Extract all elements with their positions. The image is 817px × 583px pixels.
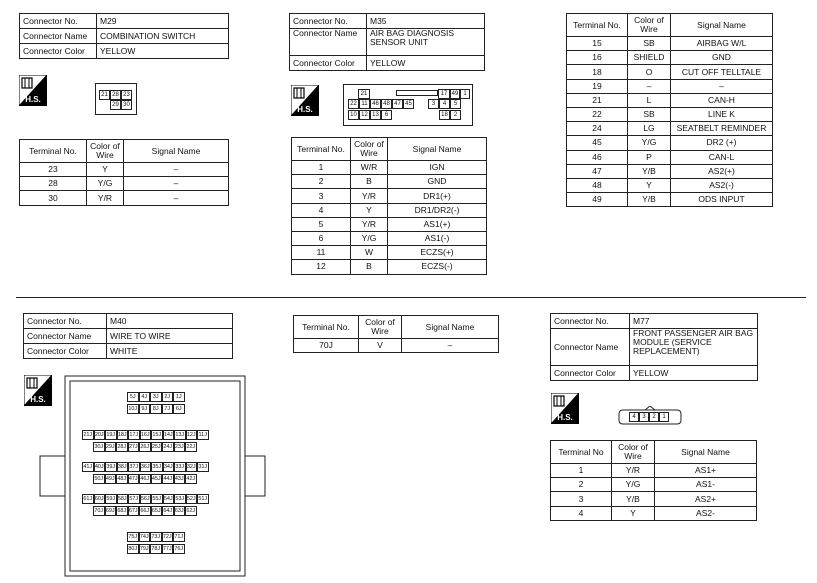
pin: 27J xyxy=(128,444,138,450)
table-row xyxy=(567,37,773,51)
signal-cell: SEATBELT REMINDER xyxy=(671,122,773,136)
pin: 79J xyxy=(139,546,149,552)
m77-signal-table xyxy=(550,440,757,521)
table-row xyxy=(551,492,757,506)
pin: 10J xyxy=(128,406,138,412)
pin: 13 xyxy=(370,110,381,120)
pin: 5 xyxy=(450,99,461,109)
signal-cell: – xyxy=(402,339,499,353)
m40-info-table xyxy=(23,313,233,359)
color-cell: W/R xyxy=(351,161,388,175)
info-key: Connector Color xyxy=(551,366,630,381)
pin: 47 xyxy=(392,99,403,109)
info-key: Connector Name xyxy=(290,29,367,56)
signal-cell: AS2(+) xyxy=(671,164,773,178)
pin: 40J xyxy=(94,464,104,470)
info-value: YELLOW xyxy=(97,44,229,59)
pin: 3 xyxy=(428,99,439,109)
color-cell: Y xyxy=(87,163,124,177)
info-value: YELLOW xyxy=(367,56,485,71)
pin: 28J xyxy=(117,444,127,450)
signal-cell: AS2+ xyxy=(655,492,757,506)
terminal-cell: 15 xyxy=(567,37,628,51)
pin: 36J xyxy=(140,464,150,470)
pin: 44J xyxy=(163,476,173,482)
color-cell: SHIELD xyxy=(628,51,671,65)
pin: 49 xyxy=(451,91,459,97)
terminal-cell: 46 xyxy=(567,150,628,164)
connector-latch xyxy=(396,90,438,96)
table-row xyxy=(567,79,773,93)
hs-label: H.S. xyxy=(25,95,41,104)
table-row xyxy=(292,203,487,217)
pin: 63J xyxy=(174,508,184,514)
table-row xyxy=(567,136,773,150)
pin: 41J xyxy=(83,464,93,470)
m35-info-table xyxy=(289,13,485,71)
col-color: Color of Wire xyxy=(359,316,402,339)
signal-cell: ODS INPUT xyxy=(671,193,773,207)
pin: 20J xyxy=(94,432,104,438)
signal-cell: – xyxy=(671,79,773,93)
col-terminal: Terminal No. xyxy=(567,14,628,37)
section-divider xyxy=(16,297,806,298)
pin: 29 xyxy=(110,100,121,110)
pin: 12J xyxy=(186,432,196,438)
color-cell: SB xyxy=(628,37,671,51)
pin: 29J xyxy=(105,444,115,450)
terminal-cell: 19 xyxy=(567,79,628,93)
pin: 17 xyxy=(438,89,450,99)
signal-cell: – xyxy=(124,191,229,205)
table-row xyxy=(551,464,757,478)
table-row xyxy=(292,246,487,260)
pin: 25J xyxy=(151,444,161,450)
m35-signal-table-continued xyxy=(566,13,773,207)
m29-info-table xyxy=(19,13,229,59)
pin: 18 xyxy=(439,110,450,120)
signal-cell: AS1+ xyxy=(655,464,757,478)
pin: 50J xyxy=(94,476,104,482)
pin: 24J xyxy=(163,444,173,450)
info-key: Connector Name xyxy=(24,329,107,344)
pin: 3J xyxy=(150,392,162,402)
pin: 18J xyxy=(117,432,127,438)
pin: 11 xyxy=(359,99,370,109)
terminal-cell: 48 xyxy=(567,178,628,192)
pin: 53J xyxy=(175,496,185,502)
pin: 39J xyxy=(106,464,116,470)
info-value: WIRE TO WIRE xyxy=(107,329,233,344)
pin: 28 xyxy=(110,90,121,100)
signal-cell: DR1/DR2(-) xyxy=(388,203,487,217)
terminal-cell: 5 xyxy=(292,217,351,231)
table-row xyxy=(567,51,773,65)
terminal-cell: 4 xyxy=(292,203,351,217)
pin: 51J xyxy=(198,496,208,502)
color-cell: V xyxy=(359,339,402,353)
terminal-cell: 2 xyxy=(292,175,351,189)
signal-cell: CAN-H xyxy=(671,93,773,107)
pin: 30 xyxy=(121,100,132,110)
color-cell: Y/B xyxy=(628,164,671,178)
terminal-cell: 49 xyxy=(567,193,628,207)
pin: 15J xyxy=(152,432,162,438)
info-value: WHITE xyxy=(107,344,233,359)
terminal-cell: 2 xyxy=(551,478,612,492)
pin: 34J xyxy=(163,464,173,470)
info-value: M40 xyxy=(107,314,233,329)
pin: 35J xyxy=(152,464,162,470)
col-terminal: Terminal No. xyxy=(20,140,87,163)
pin: 48J xyxy=(117,476,127,482)
pin: 30J xyxy=(94,444,104,450)
table-row xyxy=(567,178,773,192)
color-cell: B xyxy=(351,260,388,274)
info-key: Connector Name xyxy=(551,329,630,366)
signal-cell: GND xyxy=(388,175,487,189)
col-signal: Signal Name xyxy=(388,138,487,161)
signal-cell: AS2(-) xyxy=(671,178,773,192)
pin: 69J xyxy=(105,508,115,514)
color-cell: SB xyxy=(628,107,671,121)
pin: 21 xyxy=(358,89,370,99)
col-signal: Signal Name xyxy=(124,140,229,163)
col-terminal: Terminal No xyxy=(551,441,612,464)
table-row xyxy=(567,107,773,121)
pin: 10 xyxy=(348,110,359,120)
col-terminal: Terminal No. xyxy=(292,138,351,161)
table-row xyxy=(20,191,229,205)
terminal-cell: 3 xyxy=(551,492,612,506)
hs-label: H.S. xyxy=(30,395,46,404)
signal-cell: – xyxy=(124,163,229,177)
col-signal: Signal Name xyxy=(671,14,773,37)
col-color: Color of Wire xyxy=(628,14,671,37)
table-row xyxy=(292,231,487,245)
signal-cell: IGN xyxy=(388,161,487,175)
pin: 52J xyxy=(186,496,196,502)
pin: 57J xyxy=(129,496,139,502)
pin: 1 xyxy=(460,89,470,99)
pin: 4 xyxy=(439,99,450,109)
pin: 26J xyxy=(140,444,150,450)
pin: 73J xyxy=(151,534,161,540)
pin: 6 xyxy=(381,110,392,120)
pin: 70J xyxy=(94,508,104,514)
info-key: Connector Color xyxy=(290,56,367,71)
col-terminal: Terminal No. xyxy=(294,316,359,339)
m29-connector-face xyxy=(95,83,137,115)
m35-signal-table xyxy=(291,137,487,275)
table-row xyxy=(292,161,487,175)
pin: 47J xyxy=(128,476,138,482)
pin: 14J xyxy=(163,432,173,438)
pin: 6J xyxy=(173,404,185,414)
signal-cell: ECZS(+) xyxy=(388,246,487,260)
pin: 62J xyxy=(186,508,196,514)
color-cell: – xyxy=(628,79,671,93)
signal-cell: AIRBAG W/L xyxy=(671,37,773,51)
color-cell: P xyxy=(628,150,671,164)
info-value: M77 xyxy=(630,314,758,329)
terminal-cell: 11 xyxy=(292,246,351,260)
pin: 80J xyxy=(128,546,138,552)
pin: 55J xyxy=(152,496,162,502)
color-cell: B xyxy=(351,175,388,189)
signal-cell: – xyxy=(124,177,229,191)
pin: 31J xyxy=(198,464,208,470)
pin: 8J xyxy=(150,404,162,414)
table-row xyxy=(567,164,773,178)
color-cell: Y/B xyxy=(612,492,655,506)
pin: 68J xyxy=(117,508,127,514)
pin: 59J xyxy=(106,496,116,502)
color-cell: Y/R xyxy=(351,217,388,231)
pin: 71J xyxy=(174,534,184,540)
signal-cell: ECZS(-) xyxy=(388,260,487,274)
pin: 58J xyxy=(117,496,127,502)
table-row xyxy=(567,193,773,207)
pin: 2 xyxy=(649,412,659,422)
pin: 22J xyxy=(186,444,196,450)
color-cell: O xyxy=(628,65,671,79)
pin: 19J xyxy=(106,432,116,438)
pin: 46J xyxy=(140,476,150,482)
terminal-cell: 70J xyxy=(294,339,359,353)
pin: 21 xyxy=(99,90,110,100)
table-row xyxy=(292,189,487,203)
pin: 2 xyxy=(450,110,461,120)
terminal-cell: 12 xyxy=(292,260,351,274)
table-row xyxy=(551,506,757,520)
pin: 49J xyxy=(105,476,115,482)
table-row xyxy=(551,478,757,492)
info-key: Connector No. xyxy=(24,314,107,329)
pin: 13J xyxy=(175,432,185,438)
color-cell: Y/G xyxy=(628,136,671,150)
terminal-cell: 30 xyxy=(20,191,87,205)
hs-connector-icon xyxy=(19,75,47,106)
color-cell: Y/R xyxy=(351,189,388,203)
pin: 22 xyxy=(348,99,359,109)
terminal-cell: 23 xyxy=(20,163,87,177)
terminal-cell: 47 xyxy=(567,164,628,178)
pin: 23J xyxy=(174,444,184,450)
pin: 61J xyxy=(83,496,93,502)
terminal-cell: 24 xyxy=(567,122,628,136)
m35-connector-face xyxy=(343,84,473,126)
pin: 4 xyxy=(629,412,639,422)
m40-connector-face xyxy=(35,374,270,579)
info-key: Connector No. xyxy=(551,314,630,329)
pin: 64J xyxy=(163,508,173,514)
signal-cell: AS2- xyxy=(655,506,757,520)
pin: 17J xyxy=(129,432,139,438)
col-color: Color of Wire xyxy=(351,138,388,161)
color-cell: Y xyxy=(628,178,671,192)
info-value: YELLOW xyxy=(630,366,758,381)
terminal-cell: 1 xyxy=(551,464,612,478)
pin: 43J xyxy=(174,476,184,482)
color-cell: Y/G xyxy=(612,478,655,492)
hs-label: H.S. xyxy=(557,413,573,422)
pin: 1J xyxy=(173,392,185,402)
pin: 11J xyxy=(198,432,207,438)
terminal-cell: 16 xyxy=(567,51,628,65)
signal-cell: AS1(+) xyxy=(388,217,487,231)
color-cell: Y xyxy=(612,506,655,520)
pin: 7J xyxy=(162,404,174,414)
col-signal: Signal Name xyxy=(655,441,757,464)
hs-connector-icon xyxy=(551,393,579,424)
table-row xyxy=(292,260,487,274)
pin: 9J xyxy=(139,404,151,414)
col-signal: Signal Name xyxy=(402,316,499,339)
pin: 16J xyxy=(140,432,150,438)
color-cell: Y/G xyxy=(87,177,124,191)
pin: 78J xyxy=(151,546,161,552)
info-key: Connector No. xyxy=(20,14,97,29)
pin: 3 xyxy=(639,412,649,422)
terminal-cell: 3 xyxy=(292,189,351,203)
pin: 46 xyxy=(370,99,381,109)
info-value: AIR BAG DIAGNOSIS SENSOR UNIT xyxy=(367,29,485,56)
pin: 2J xyxy=(162,392,174,402)
table-row xyxy=(567,122,773,136)
terminal-cell: 18 xyxy=(567,65,628,79)
pin: 74J xyxy=(139,534,149,540)
pin: 38J xyxy=(117,464,127,470)
info-value: M35 xyxy=(367,14,485,29)
terminal-cell: 1 xyxy=(292,161,351,175)
pin: 42J xyxy=(186,476,196,482)
m77-info-table xyxy=(550,313,758,381)
color-cell: W xyxy=(351,246,388,260)
terminal-cell: 22 xyxy=(567,107,628,121)
terminal-cell: 45 xyxy=(567,136,628,150)
info-value: COMBINATION SWITCH xyxy=(97,29,229,44)
pin: 60J xyxy=(94,496,104,502)
hs-connector-icon xyxy=(291,85,319,116)
signal-cell: CAN-L xyxy=(671,150,773,164)
pin: 32J xyxy=(186,464,196,470)
m40-signal-table xyxy=(293,315,499,353)
terminal-cell: 21 xyxy=(567,93,628,107)
pin: 65J xyxy=(151,508,161,514)
pin: 72J xyxy=(162,534,172,540)
table-row xyxy=(20,163,229,177)
pin: 23 xyxy=(121,90,132,100)
terminal-cell: 4 xyxy=(551,506,612,520)
info-value: FRONT PASSENGER AIR BAG MODULE (SERVICE REPLACEMENT) xyxy=(630,329,758,366)
pin: 45J xyxy=(151,476,161,482)
m77-connector-face xyxy=(617,406,683,428)
table-row xyxy=(567,150,773,164)
pin: 54J xyxy=(163,496,173,502)
signal-cell: LINE K xyxy=(671,107,773,121)
pin: 12 xyxy=(359,110,370,120)
info-key: Connector Color xyxy=(20,44,97,59)
pin: 4J xyxy=(139,392,151,402)
pin: 66J xyxy=(140,508,150,514)
table-row xyxy=(567,93,773,107)
info-value: M29 xyxy=(97,14,229,29)
table-row xyxy=(294,339,499,353)
signal-cell: DR2 (+) xyxy=(671,136,773,150)
signal-cell: DR1(+) xyxy=(388,189,487,203)
color-cell: Y/B xyxy=(628,193,671,207)
signal-cell: CUT OFF TELLTALE xyxy=(671,65,773,79)
color-cell: L xyxy=(628,93,671,107)
pin: 45 xyxy=(403,99,414,109)
col-color: Color of Wire xyxy=(612,441,655,464)
signal-cell: AS1(-) xyxy=(388,231,487,245)
color-cell: Y xyxy=(351,203,388,217)
color-cell: LG xyxy=(628,122,671,136)
pin: 21J xyxy=(83,432,93,438)
m29-signal-table xyxy=(19,139,229,206)
color-cell: Y/R xyxy=(612,464,655,478)
color-cell: Y/G xyxy=(351,231,388,245)
pin: 5J xyxy=(127,392,139,402)
terminal-cell: 6 xyxy=(292,231,351,245)
pin: 67J xyxy=(128,508,138,514)
terminal-cell: 28 xyxy=(20,177,87,191)
pin: 37J xyxy=(129,464,139,470)
table-row xyxy=(20,177,229,191)
table-row xyxy=(292,217,487,231)
pin: 75J xyxy=(128,534,138,540)
pin: 77J xyxy=(162,546,172,552)
hs-label: H.S. xyxy=(297,105,313,114)
table-row xyxy=(292,175,487,189)
pin: 33J xyxy=(175,464,185,470)
pin: 56J xyxy=(140,496,150,502)
pin: 1 xyxy=(659,412,669,422)
signal-cell: GND xyxy=(671,51,773,65)
col-color: Color of Wire xyxy=(87,140,124,163)
color-cell: Y/R xyxy=(87,191,124,205)
signal-cell: AS1- xyxy=(655,478,757,492)
info-key: Connector Color xyxy=(24,344,107,359)
pin: 76J xyxy=(174,546,184,552)
info-key: Connector Name xyxy=(20,29,97,44)
info-key: Connector No. xyxy=(290,14,367,29)
table-row xyxy=(567,65,773,79)
pin: 48 xyxy=(381,99,392,109)
